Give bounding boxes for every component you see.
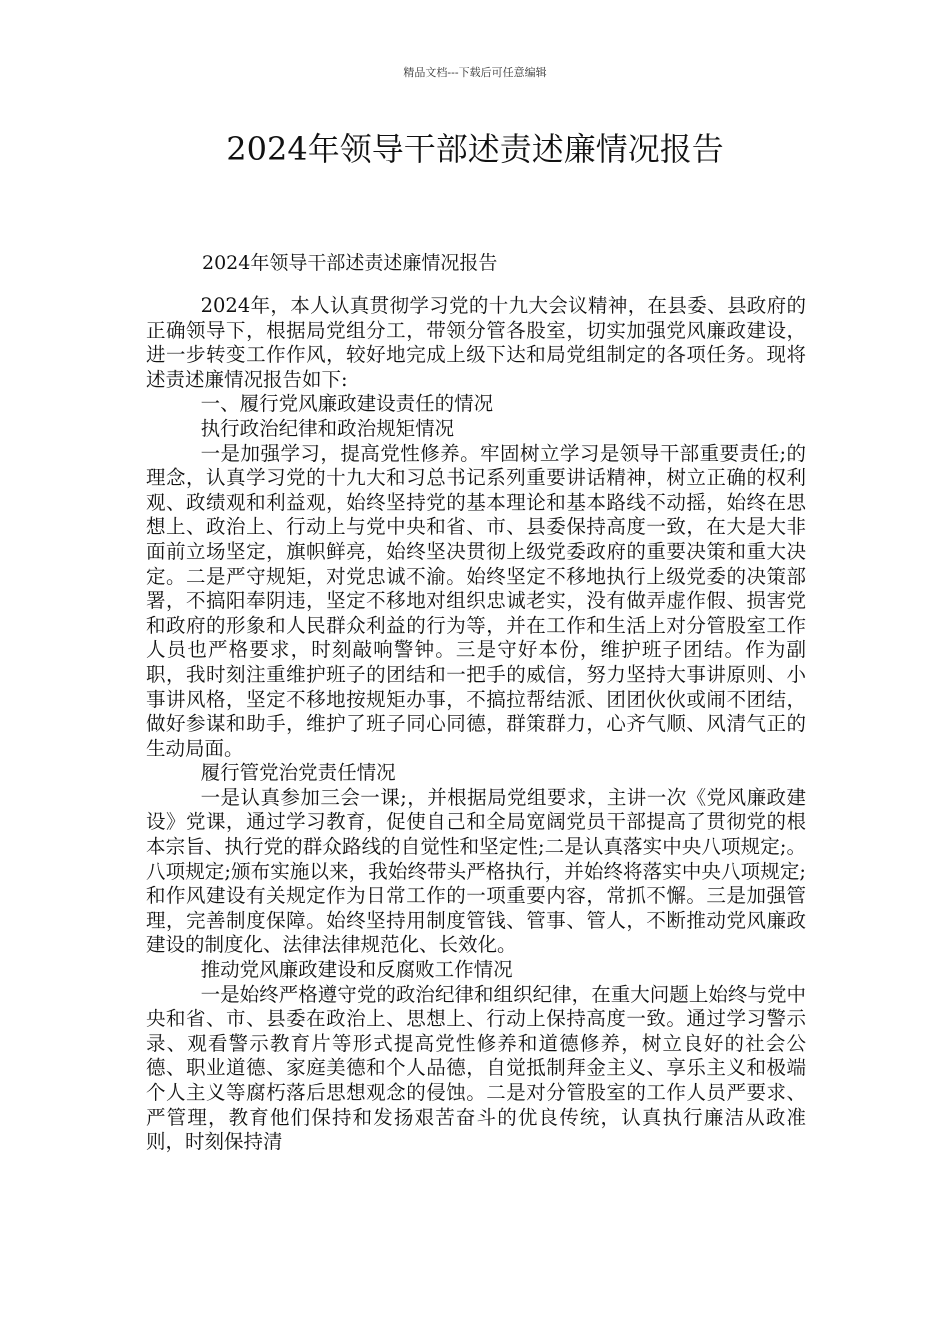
document-body bbox=[146, 294, 806, 1155]
paragraph-intro: 2024年，本人认真贯彻学习党的十九大会议精神，在县委、县政府的正确领导下，根据局党组分工，带领分管各股室，切实加强党风廉政建设，进一步转变工作作风，较好地完成上级下达和局党组制定的各项任务。现将述责述廉情况报告如下: bbox=[146, 294, 806, 391]
subsection-heading-anti-corruption: 推动党风廉政建设和反腐败工作情况 bbox=[200, 958, 513, 982]
header-note: 精品文档---下载后可任意编辑 bbox=[403, 66, 547, 79]
document-subtitle: 2024年领导干部述责述廉情况报告 bbox=[202, 252, 498, 274]
subsection-heading-discipline: 执行政治纪律和政治规矩情况 bbox=[200, 416, 455, 440]
document-title: 2024年领导干部述责述廉情况报告 bbox=[226, 130, 724, 168]
paragraph-party-management: 一是认真参加三会一课;，并根据局党组要求，主讲一次《党风廉政建设》党课，通过学习教育，促使自己和全局宽阔党员干部提高了贯彻党的根本宗旨、执行党的群众路线的自觉性和坚定性;二是认真落实中央八项规定;。八项规定;颁布实施以来，我始终带头严格执行，并始终将落实中央八项规定;和作风建设有关规定作为日常工作的一项重要内容，常抓不懈。三是加强管理，完善制度保障。始终坚持用制度管钱、管事、管人，不断推动党风廉政建设的制度化、法律法律规范化、长效化。 bbox=[146, 785, 806, 957]
subsection-heading-party-management: 履行管党治党责任情况 bbox=[200, 761, 396, 785]
paragraph-anti-corruption: 一是始终严格遵守党的政治纪律和组织纪律，在重大问题上始终与党中央和省、市、县委在政治上、思想上、行动上保持高度一致。通过学习警示录、观看警示教育片等形式提高党性修养和道德修养，树立良好的社会公德、职业道德、家庭美德和个人品德，自觉抵制拜金主义、享乐主义和极端个人主义等腐朽落后思想观念的侵蚀。二是对分管股室的工作人员严要求、严管理，教育他们保持和发扬艰苦奋斗的优良传统，认真执行廉洁从政准则，时刻保持清 bbox=[146, 982, 806, 1154]
section-heading-1: 一、履行党风廉政建设责任的情况 bbox=[200, 392, 494, 416]
paragraph-discipline: 一是加强学习，提高党性修养。牢固树立学习是领导干部重要责任;的理念，认真学习党的十九大和习总书记系列重要讲话精神，树立正确的权利观、政绩观和利益观，始终坚持党的基本理论和基本路线不动摇，始终在思想上、政治上、行动上与党中央和省、市、县委保持高度一致，在大是大非面前立场坚定，旗帜鲜亮，始终坚决贯彻上级党委政府的重要决策和重大决定。二是严守规矩，对党忠诚不渝。始终坚定不移地执行上级党委的决策部署，不搞阳奉阴违，坚定不移地对组织忠诚老实，没有做弄虚作假、损害党和政府的形象和人民群众利益的行为等，并在工作和生活上对分管股室工作人员也严格要求，时刻敲响警钟。三是守好本份，维护班子团结。作为副职，我时刻注重维护班子的团结和一把手的威信，努力坚持大事讲原则、小事讲风格，坚定不移地按规矩办事，不搞拉帮结派、团团伙伙或闹不团结，做好参谋和助手，维护了班子同心同德，群策群力，心齐气顺、风清气正的生动局面。 bbox=[146, 441, 806, 760]
